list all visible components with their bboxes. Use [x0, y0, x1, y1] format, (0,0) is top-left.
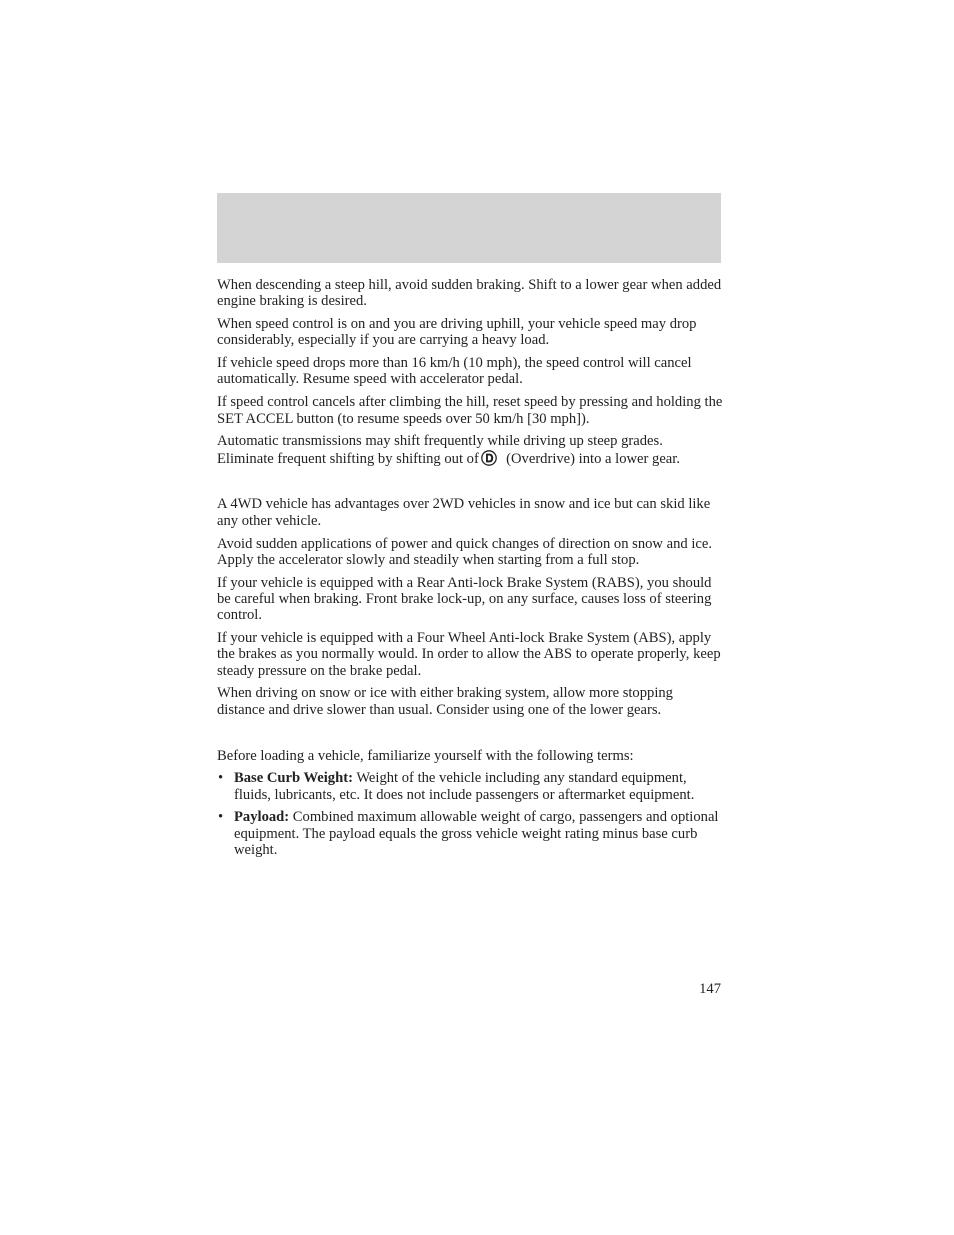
page-number: 147 — [699, 981, 721, 997]
list-item — [217, 809, 723, 858]
term-label: Payload: — [234, 809, 290, 826]
hill-paragraph-1: When descending a steep hill, avoid sudden braking. Shift to a lower gear when added engine braking is desired. — [217, 277, 722, 310]
bullet-icon: • — [218, 809, 224, 826]
loading-intro: Before loading a vehicle, familiarize yourself with the following terms: — [217, 747, 634, 764]
list-item — [217, 770, 723, 803]
snow-paragraph-3: If your vehicle is equipped with a Rear Anti-lock Brake System (RABS), you should be careful when braking. Front brake lock-up, on any surface, causes loss of steering control. — [217, 574, 712, 624]
hill-paragraph-5-end: (Overdrive) into a lower gear. — [506, 450, 680, 467]
term-definition: Weight of the vehicle including any standard equipment, fluids, lubricants, etc. It does not include passengers or aftermarket equipment. — [234, 770, 695, 803]
snow-paragraph-2: Avoid sudden applications of power and quick changes of direction on snow and ice. Apply the accelerator slowly and steadily when starting from a full stop. — [217, 535, 712, 568]
hill-paragraph-4: If speed control cancels after climbing the hill, reset speed by pressing and holding the SET ACCEL button (to resume speeds over 50 km/h [30 mph]). — [217, 394, 723, 427]
term-label: Base Curb Weight: — [234, 770, 353, 787]
hill-paragraph-3: If vehicle speed drops more than 16 km/h (10 mph), the speed control will cancel automatically. Resume speed with accelerator pedal. — [217, 355, 692, 388]
section-gap — [217, 473, 723, 496]
bullet-icon: • — [218, 770, 224, 787]
snow-paragraph-4: If your vehicle is equipped with a Four Wheel Anti-lock Brake System (ABS), apply the brakes as you normally would. In order to allow the ABS to operate properly, keep steady pressure on the brake pedal. — [217, 630, 721, 679]
loading-terms-list — [217, 770, 723, 858]
section-header-band — [217, 193, 721, 263]
hill-paragraph-5-start: Automatic transmissions may shift frequently while driving up steep grades. Eliminate frequent shifting by shifting out of — [217, 433, 663, 467]
snow-paragraph-5: When driving on snow or ice with either braking system, allow more stopping distance and drive slower than usual. Consider using one of the lower gears. — [217, 685, 673, 718]
term-definition: Combined maximum allowable weight of cargo, passengers and optional equipment. The payload equals the gross vehicle weight rating minus base curb weight. — [234, 809, 719, 859]
overdrive-d-icon — [481, 450, 497, 466]
snow-paragraph-1: A 4WD vehicle has advantages over 2WD vehicles in snow and ice but can skid like any other vehicle. — [217, 496, 711, 529]
page-content — [217, 277, 723, 865]
hill-paragraph-2: When speed control is on and you are driving uphill, your vehicle speed may drop considerably, especially if you are carrying a heavy load. — [217, 316, 697, 349]
hill-paragraph-5 — [217, 433, 723, 467]
section-gap — [217, 725, 723, 748]
